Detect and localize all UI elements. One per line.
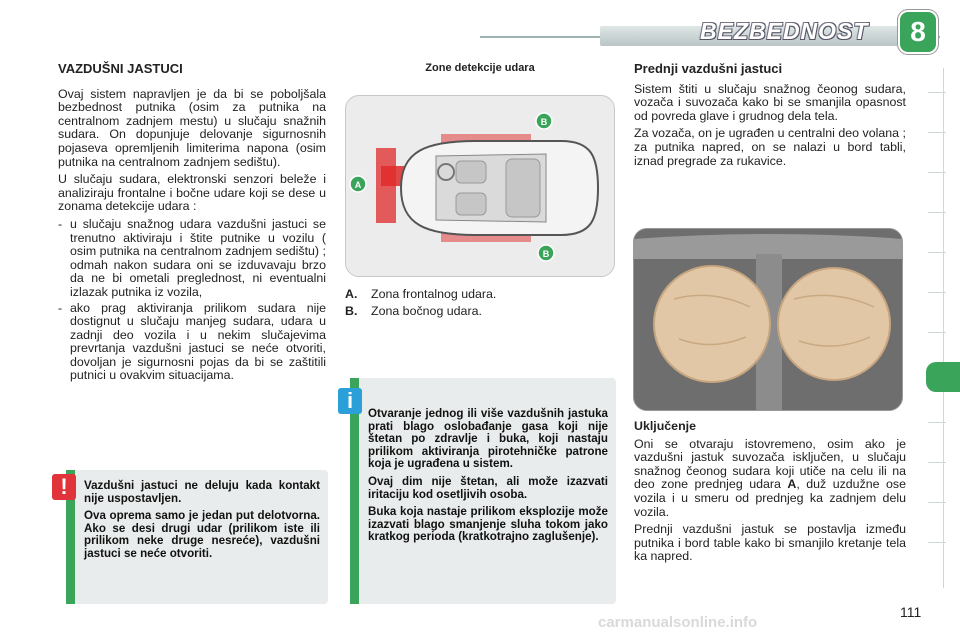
seat — [456, 193, 486, 215]
impact-zones-figure — [345, 95, 615, 277]
legend-item: B. Zona bočnog udara. — [345, 304, 482, 318]
warning-box — [66, 470, 328, 604]
chapter-tab[interactable] — [928, 212, 946, 213]
info-box — [350, 378, 616, 604]
info-text: Otvaranje jednog ili više vazdušnih jastuka prati blago oslobađanje gasa koji nije štetan po zdravlje i buka, koji nastaju prilikom aktiviranja pirotehničke patrone koja je ugrađena u sistem. Ovaj dim nije štetan, ali može izazvati iritaciju kod osetljivih osoba. Buka koja nastaje prilikom eksplozije može izazvati blago smanjenje sluha tokom jako kratkog perioda (kratkotrajno zaglušenje). — [368, 407, 608, 544]
chapter-tab-strip — [928, 68, 944, 588]
chapter-tab[interactable] — [928, 422, 946, 423]
warning-icon: ! — [52, 474, 76, 500]
paragraph: Prednji vazdušni jastuk se postavlja između putnika i bord table kako bi smanjilo kretanje tela ka napred. — [634, 522, 906, 564]
chapter-tab[interactable] — [928, 332, 946, 333]
front-airbags-heading: Prednji vazdušni jastuci — [634, 61, 783, 76]
chapter-tab[interactable] — [928, 132, 946, 133]
list-item: - u slučaju snažnog udara vazdušni jastuci se trenutno aktiviraju i štite putnike u vozilu ( osim putnika na centralnom zadnjem sedištu) ; odmah nakon sudara oni se izduvavaju brzo da ne bi ometali preglednost, ni eventualni izlazak putnika iz vozila, — [58, 216, 326, 299]
airbags-illustration — [634, 229, 903, 411]
zone-marker-label: B — [542, 249, 550, 259]
chapter-tab[interactable] — [928, 502, 946, 503]
info-icon: i — [338, 388, 362, 414]
chapter-tab[interactable] — [928, 542, 946, 543]
zone-marker-label: A — [354, 180, 362, 190]
chapter-tab[interactable] — [928, 172, 946, 173]
paragraph: Oni se otvaraju istovremeno, osim ako je vazdušni jastuk suvozača isključen, u slučaju snažnog čeonog sudara koji utiče na celu ili na deo zone prednjeg udara A, duž uzdužne ose vozila i u smeru od prednjeg ka zadnjem delu vozila. — [634, 436, 906, 519]
chapter-tab[interactable] — [928, 92, 946, 93]
airbags-heading: VAZDUŠNI JASTUCI — [58, 61, 183, 76]
chapter-tab[interactable] — [928, 252, 946, 253]
list-item: - ako prag aktiviranja prilikom sudara nije dostignut u slučaju manjeg sudara, udara u zadnji deo vozila i u nekim slučajevima prevrtanja vazdušni jastuci se neće otvoriti, dovoljan je sigurnosni pojas da bi se zaštitili putnici u ovakvim situacijama. — [58, 300, 326, 383]
warning-text: Vazdušni jastuci ne deluju kada kontakt nije uspostavljen. Ova oprema samo je jedan put delotvorna. Ako se desi drugi udar (prilikom iste ili prilikom neke druge nesreće), vazdušni jastuci se neće otvoriti. — [84, 479, 320, 560]
paragraph: Ovaj sistem napravljen je da bi se poboljšala bezbednost putnika (osim za putnika na centralnom zadnjem mestu) u slučaju snažnih sudara. On dopunjuje delovanje sigurnosnih pojaseva opremljenih limiterima napona (osim putnika na centralnom zadnjem sedištu). — [58, 86, 326, 169]
paragraph: Sistem štiti u slučaju snažnog čeonog sudara, vozača i suvozača kako bi se smanjila opasnost od povreda glave i grudnog dela tela. — [634, 81, 906, 123]
section-title: BEZBEDNOST — [700, 18, 869, 44]
seat — [456, 161, 486, 183]
paragraph: Za vozača, on je ugrađen u centralni deo volana ; za putnika napred, on se nalazi u bord tabli, iznad pregrade za rukavice. — [634, 126, 906, 168]
right-column — [634, 62, 906, 172]
driver-airbag — [654, 266, 770, 382]
paragraph: U slučaju sudara, elektronski senzori beleže i analiziraju frontalne i bočne udare koji se dese u zonama detekcije udara : — [58, 172, 326, 214]
zone-marker-label: B — [540, 117, 548, 127]
left-column — [58, 62, 326, 385]
chapter-number-badge: 8 — [900, 12, 936, 52]
front-zone — [376, 148, 396, 223]
passenger-airbag — [778, 268, 890, 380]
airbags-deployed-photo — [633, 228, 903, 411]
rear-seat — [506, 159, 540, 217]
figure-title: Zone detekcije udara — [425, 62, 535, 74]
chapter-tab-active[interactable] — [926, 362, 960, 392]
chapter-tab[interactable] — [928, 462, 946, 463]
car-topview-illustration — [346, 96, 615, 277]
activation-section — [634, 420, 906, 568]
activation-heading: Uključenje — [634, 419, 696, 433]
page-number: 111 — [900, 604, 922, 620]
legend-item: A. Zona frontalnog udara. — [345, 287, 497, 301]
figure-legend — [345, 286, 496, 320]
chapter-tab[interactable] — [928, 292, 946, 293]
watermark: carmanualsonline.info — [598, 614, 758, 631]
